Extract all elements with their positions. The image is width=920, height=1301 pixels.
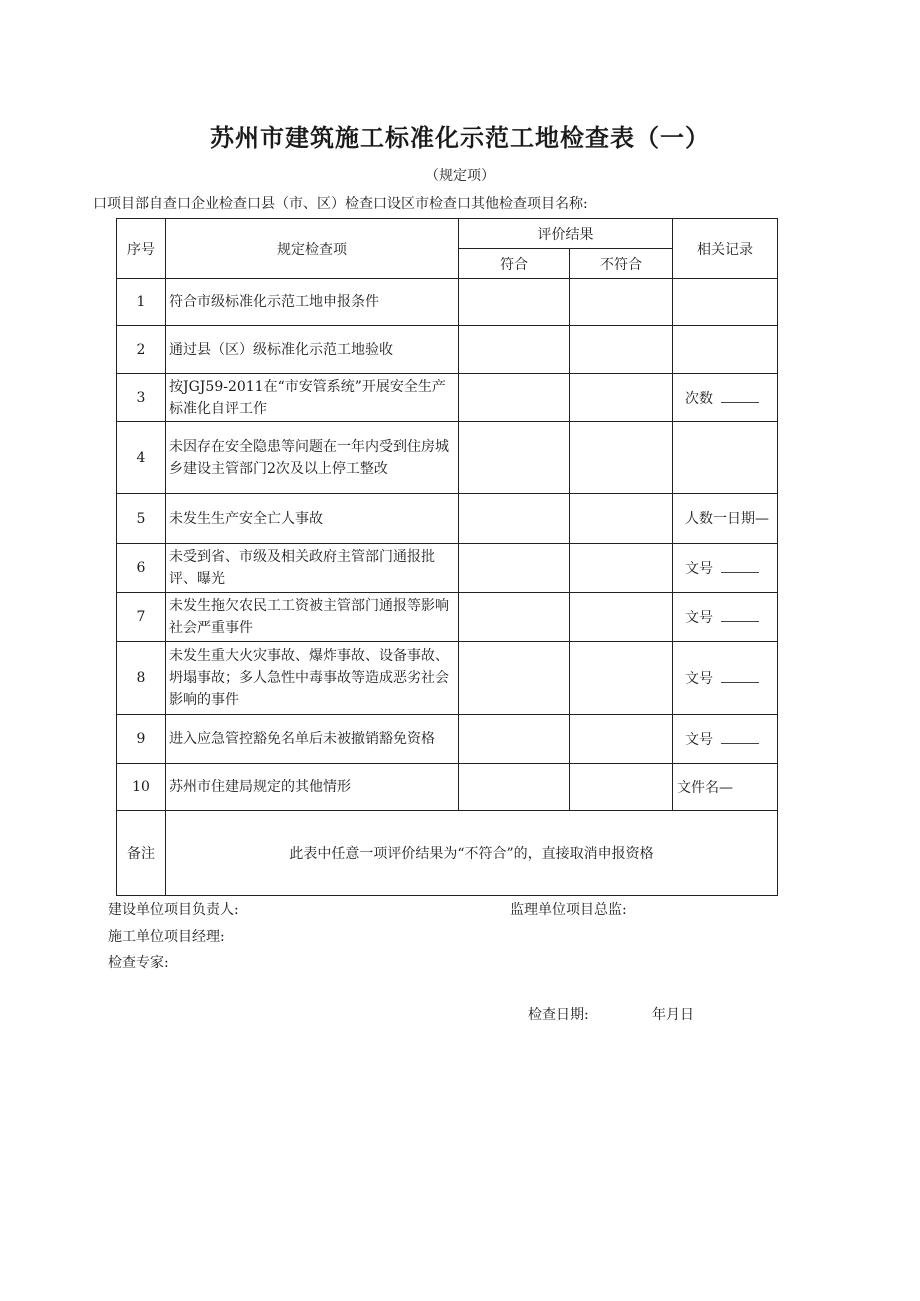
record-cell[interactable] [673,422,778,494]
table-row [117,715,778,764]
remark-label: 备注 [117,811,166,896]
record-cell[interactable] [673,642,778,715]
row-item: 未发生拖欠农民工工资被主管部门通报等影响社会严重事件 [166,593,459,642]
fail-cell[interactable] [570,374,673,422]
row-item: 未发生生产安全亡人事故 [166,494,459,544]
table-row [117,326,778,374]
pass-cell[interactable] [459,374,570,422]
fail-cell[interactable] [570,494,673,544]
row-item: 符合市级标准化示范工地申报条件 [166,279,459,326]
row-number: 8 [117,642,166,715]
row-item: 按JGJ59-2011在“市安管系统”开展安全生产标准化自评工作 [166,374,459,422]
pass-cell[interactable] [459,715,570,764]
fail-cell[interactable] [570,544,673,593]
inspection-table [116,218,778,896]
pass-cell[interactable] [459,593,570,642]
record-cell[interactable] [673,715,778,764]
date-value: 年月日 [652,1007,694,1023]
record-cell[interactable] [673,764,778,811]
table-row [117,279,778,326]
record-label: 文件名— [677,780,733,796]
remark-row [117,811,778,896]
table-row [117,593,778,642]
fill-blank[interactable] [721,560,759,573]
row-number: 3 [117,374,166,422]
record-cell[interactable] [673,326,778,374]
row-item: 进入应急管控豁免名单后未被撤销豁免资格 [166,715,459,764]
row-item: 未因存在安全隐患等问题在一年内受到住房城乡建设主管部门2次及以上停工整改 [166,422,459,494]
pass-cell[interactable] [459,494,570,544]
row-item: 通过县（区）级标准化示范工地验收 [166,326,459,374]
row-number: 6 [117,544,166,593]
form-title: 苏州市建筑施工标准化示范工地检查表（一） [210,124,710,152]
row-item: 未发生重大火灾事故、爆炸事故、设备事故、坍塌事故；多人急性中毒事故等造成恶劣社会影响的事件 [166,642,459,715]
table-row [117,764,778,811]
fail-cell[interactable] [570,279,673,326]
table-row [117,544,778,593]
fill-blank[interactable] [721,390,759,403]
record-label: 人数一日期— [685,510,769,527]
header-item: 规定检查项 [166,219,459,279]
row-item: 苏州市住建局规定的其他情形 [166,764,459,811]
row-number: 5 [117,494,166,544]
check-type-line: 口项目部自查口企业检查口县（市、区）检查口设区市检查口其他检查项目名称: [93,196,588,212]
table-row [117,494,778,544]
fail-cell[interactable] [570,764,673,811]
pass-cell[interactable] [459,764,570,811]
fill-blank[interactable] [721,731,759,744]
record-label: 文号 [685,610,713,626]
date-label: 检查日期: [528,1007,589,1023]
supervisor-signature: 监理单位项目总监: [510,902,627,918]
header-pass: 符合 [459,249,570,279]
record-label: 文号 [685,671,713,687]
record-label: 次数 [685,390,713,407]
header-result: 评价结果 [459,219,673,249]
row-number: 9 [117,715,166,764]
table-row [117,374,778,422]
table-row [117,422,778,494]
record-cell[interactable] [673,544,778,593]
record-label: 文号 [685,732,713,748]
record-cell[interactable] [673,374,778,422]
record-cell[interactable] [673,593,778,642]
form-subtitle: （规定项） [425,168,495,184]
contractor-signature: 施工单位项目经理: [108,929,225,945]
record-cell[interactable] [673,279,778,326]
fill-blank[interactable] [721,609,759,622]
row-number: 7 [117,593,166,642]
row-item: 未受到省、市级及相关政府主管部门通报批评、曝光 [166,544,459,593]
fail-cell[interactable] [570,642,673,715]
header-seq: 序号 [117,219,166,279]
pass-cell[interactable] [459,544,570,593]
builder-signature: 建设单位项目负责人: [108,902,239,918]
pass-cell[interactable] [459,642,570,715]
record-label: 文号 [685,561,713,577]
header-record: 相关记录 [673,219,778,279]
pass-cell[interactable] [459,326,570,374]
row-number: 4 [117,422,166,494]
header-fail: 不符合 [570,249,673,279]
remark-text: 此表中任意一项评价结果为“不符合”的，直接取消申报资格 [166,811,778,896]
record-cell[interactable] [673,494,778,544]
fill-blank[interactable] [721,670,759,683]
row-number: 2 [117,326,166,374]
table-row [117,642,778,715]
fail-cell[interactable] [570,715,673,764]
row-number: 10 [117,764,166,811]
row-number: 1 [117,279,166,326]
expert-signature: 检查专家: [108,955,169,971]
fail-cell[interactable] [570,422,673,494]
pass-cell[interactable] [459,422,570,494]
fail-cell[interactable] [570,593,673,642]
fail-cell[interactable] [570,326,673,374]
pass-cell[interactable] [459,279,570,326]
